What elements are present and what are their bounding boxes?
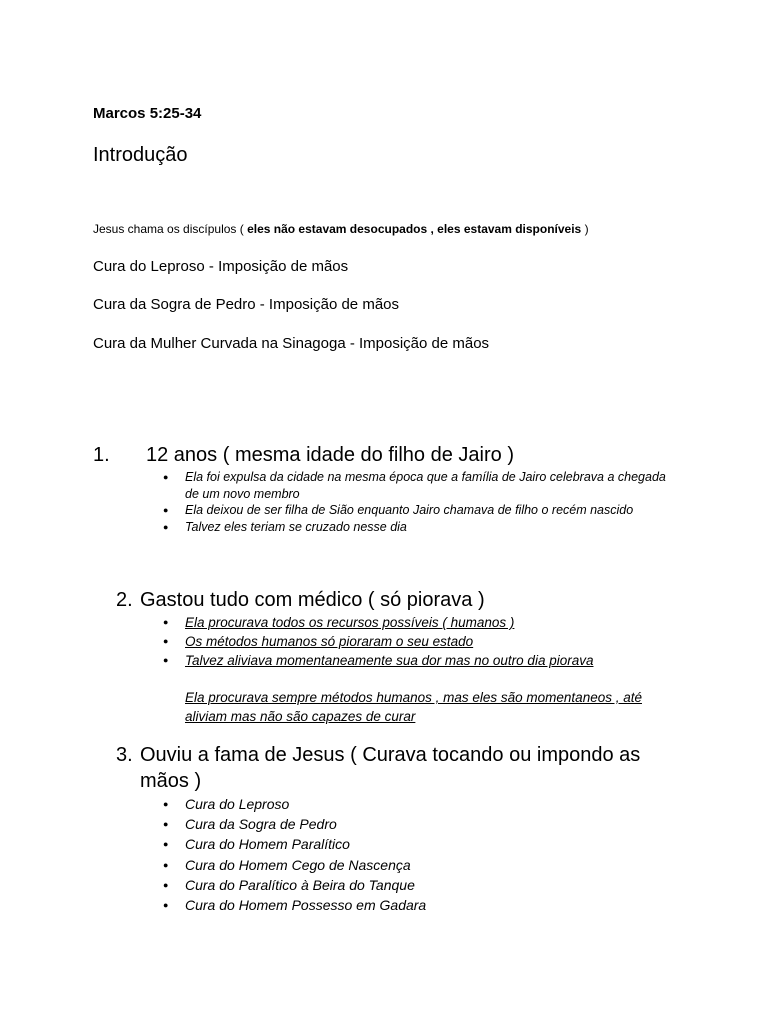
disciples-line-suffix: ): [581, 222, 589, 236]
list-item: ● Cura do Homem Cego de Nascença: [163, 855, 683, 875]
list-item: ● Ela foi expulsa da cidade na mesma época que a família de Jairo celebrava a chegada de um novo membro: [163, 469, 683, 502]
cura-line: Cura do Leproso - Imposição de mãos: [93, 258, 349, 275]
cura-line: Cura da Sogra de Pedro - Imposição de mãos: [93, 296, 399, 313]
section-number: 3.: [116, 744, 133, 766]
list-item: ● Cura do Homem Possesso em Gadara: [163, 895, 683, 915]
section-number: 2.: [116, 589, 133, 611]
disciples-line: [93, 222, 589, 236]
list-item: ● Os métodos humanos só pioraram o seu estado: [163, 632, 683, 651]
scripture-reference: Marcos 5:25-34: [93, 105, 202, 122]
section-1-bullets: [163, 469, 683, 535]
section-number: 1.: [93, 444, 110, 466]
list-item: ● Talvez eles teriam se cruzado nesse dia: [163, 519, 683, 536]
cura-line: Cura da Mulher Curvada na Sinagoga - Imposição de mãos: [93, 335, 490, 352]
intro-heading: Introdução: [93, 144, 188, 166]
list-item: ● Cura do Homem Paralítico: [163, 834, 683, 854]
section-title: 12 anos ( mesma idade do filho de Jairo ): [146, 444, 514, 466]
list-item: ● Ela procurava todos os recursos possíveis ( humanos ): [163, 613, 683, 632]
section-2-note: Ela procurava sempre métodos humanos , mas eles são momentaneos , até aliviam mas não são capazes de curar: [185, 690, 642, 724]
section-3-bullets: [163, 794, 683, 915]
section-title: Ouviu a fama de Jesus ( Curava tocando ou impondo as mãos ): [140, 744, 641, 792]
section-3-heading: [116, 742, 676, 794]
list-item: ● Talvez aliviava momentaneamente sua dor mas no outro dia piorava: [163, 651, 683, 670]
section-2-heading: [116, 589, 485, 612]
section-2-bullets: [163, 613, 683, 670]
list-item: ● Cura do Paralítico à Beira do Tanque: [163, 875, 683, 895]
list-item: ● Ela deixou de ser filha de Sião enquanto Jairo chamava de filho o recém nascido: [163, 502, 683, 519]
list-item: ● Cura da Sogra de Pedro: [163, 814, 683, 834]
disciples-line-bold: eles não estavam desocupados , eles estavam disponíveis: [247, 222, 582, 236]
section-title: Gastou tudo com médico ( só piorava ): [140, 589, 485, 611]
list-item: ● Cura do Leproso: [163, 794, 683, 814]
disciples-line-prefix: Jesus chama os discípulos (: [93, 222, 248, 236]
